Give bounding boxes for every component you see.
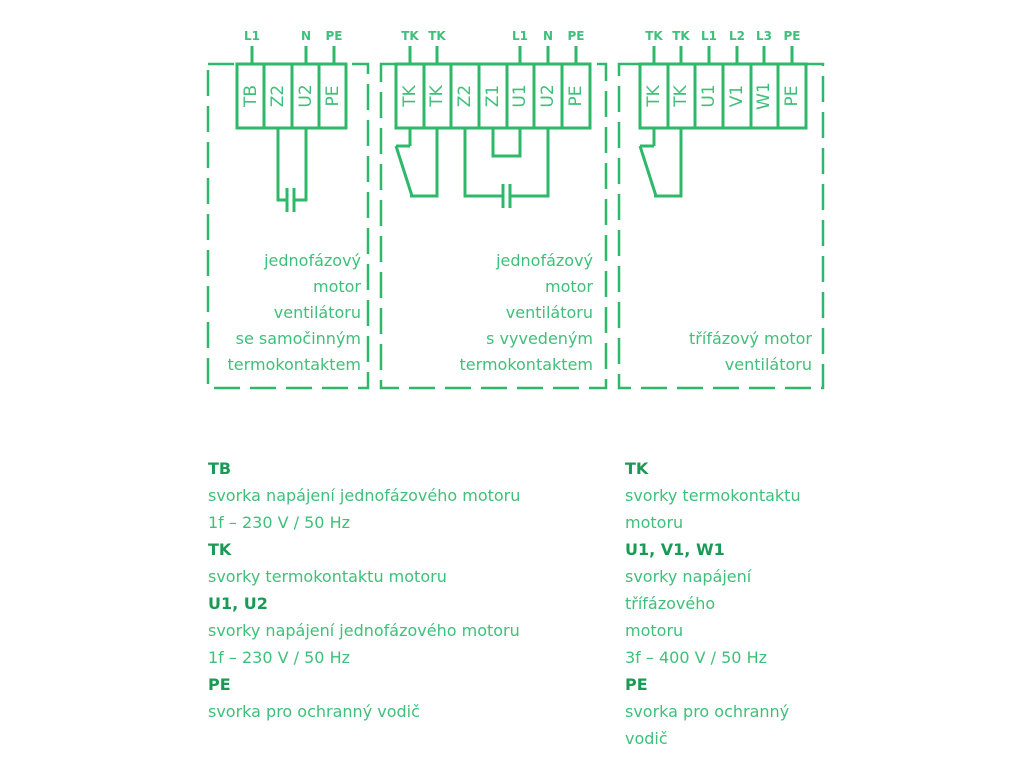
top-label: L1	[512, 29, 528, 43]
description-line: s vyvedeným	[486, 329, 593, 348]
diagram-1-description	[228, 251, 362, 374]
legend-left	[208, 455, 608, 725]
description-line: termokontaktem	[227, 355, 361, 374]
top-label: PE	[783, 29, 801, 43]
legend-heading: U1, U2	[208, 594, 268, 613]
description-line: motor	[544, 277, 593, 296]
legend-text: svorka napájení jednofázového motoru	[208, 486, 521, 505]
description-line: ventilátoru	[273, 303, 361, 322]
terminal-label: PE	[566, 85, 586, 107]
legend-text: vodič	[625, 729, 668, 748]
top-label: L1	[701, 29, 717, 43]
terminal-label: TK	[644, 85, 664, 107]
description-line: termokontaktem	[459, 355, 593, 374]
terminal-label: V1	[727, 84, 747, 108]
diagram-2-bridge	[493, 128, 520, 156]
legend-text: 1f – 230 V / 50 Hz	[208, 648, 350, 667]
top-label: L3	[756, 29, 772, 43]
terminal-label: W1	[754, 82, 774, 110]
diagram-2-connection-ticks	[410, 46, 576, 64]
description-line: jednofázový	[496, 251, 593, 270]
terminal-label: U1	[699, 84, 719, 108]
terminal-label: Z2	[455, 84, 475, 108]
top-label: TK	[672, 29, 690, 43]
terminal-label: TB	[241, 84, 261, 108]
diagram-3-thermal-switch	[640, 128, 681, 196]
description-line: třífázový motor	[689, 329, 812, 348]
diagram-3-description	[689, 329, 812, 374]
top-label: N	[542, 29, 554, 43]
diagram-2-terminal-block	[396, 64, 590, 128]
top-label: TK	[428, 29, 446, 43]
top-label: N	[300, 29, 312, 43]
terminal-label: Z1	[483, 84, 503, 108]
legend-text: svorky termokontaktu	[625, 486, 801, 505]
diagram-3-connection-ticks	[654, 46, 792, 64]
legend-heading: TK	[208, 540, 232, 559]
top-label: PE	[325, 29, 343, 43]
diagram-2-capacitor	[465, 128, 548, 208]
terminal-label: U1	[510, 84, 530, 108]
description-line: motor	[312, 277, 361, 296]
legend-text: svorky napájení jednofázového motoru	[208, 621, 520, 640]
legend-heading: PE	[625, 675, 648, 694]
diagram-2-top-labels	[401, 29, 584, 43]
terminal-label: TK	[671, 85, 691, 107]
legend-right	[625, 455, 845, 752]
top-label: L2	[729, 29, 745, 43]
diagram-1-terminal-block	[237, 64, 346, 128]
legend-text: svorky termokontaktu motoru	[208, 567, 447, 586]
top-label: PE	[567, 29, 585, 43]
legend-text: svorky napájení	[625, 567, 752, 586]
diagram-1-connection-ticks	[252, 46, 334, 64]
legend-text: motoru	[625, 513, 684, 532]
diagram-3-terminal-block	[640, 64, 806, 128]
description-line: ventilátoru	[505, 303, 593, 322]
legend-text: svorka pro ochranný vodič	[208, 702, 420, 721]
legend-text: třífázového	[625, 594, 716, 613]
terminal-label: U2	[296, 84, 316, 108]
diagram-1-top-labels	[244, 29, 343, 43]
description-line: ventilátoru	[724, 355, 812, 374]
description-line: se samočinným	[235, 329, 361, 348]
terminal-label: Z2	[268, 84, 288, 108]
terminal-label: U2	[538, 84, 558, 108]
diagram-2-description	[460, 251, 594, 374]
legend-text: motoru	[625, 621, 684, 640]
terminal-label: TK	[400, 85, 420, 107]
top-label: TK	[645, 29, 663, 43]
legend-text: 3f – 400 V / 50 Hz	[625, 648, 767, 667]
terminal-label: TK	[427, 85, 447, 107]
terminal-label: PE	[782, 85, 802, 107]
diagram-1-capacitor	[278, 128, 306, 212]
legend-text: 1f – 230 V / 50 Hz	[208, 513, 350, 532]
legend-heading: TK	[625, 459, 649, 478]
legend-text: svorka pro ochranný	[625, 702, 790, 721]
description-line: jednofázový	[264, 251, 361, 270]
diagram-3-top-labels	[645, 29, 800, 43]
legend-heading: PE	[208, 675, 231, 694]
diagram-2-thermal-switch	[396, 128, 437, 196]
legend-heading: TB	[208, 459, 232, 478]
top-label: L1	[244, 29, 260, 43]
top-label: TK	[401, 29, 419, 43]
legend-heading: U1, V1, W1	[625, 540, 725, 559]
terminal-label: PE	[323, 85, 343, 107]
